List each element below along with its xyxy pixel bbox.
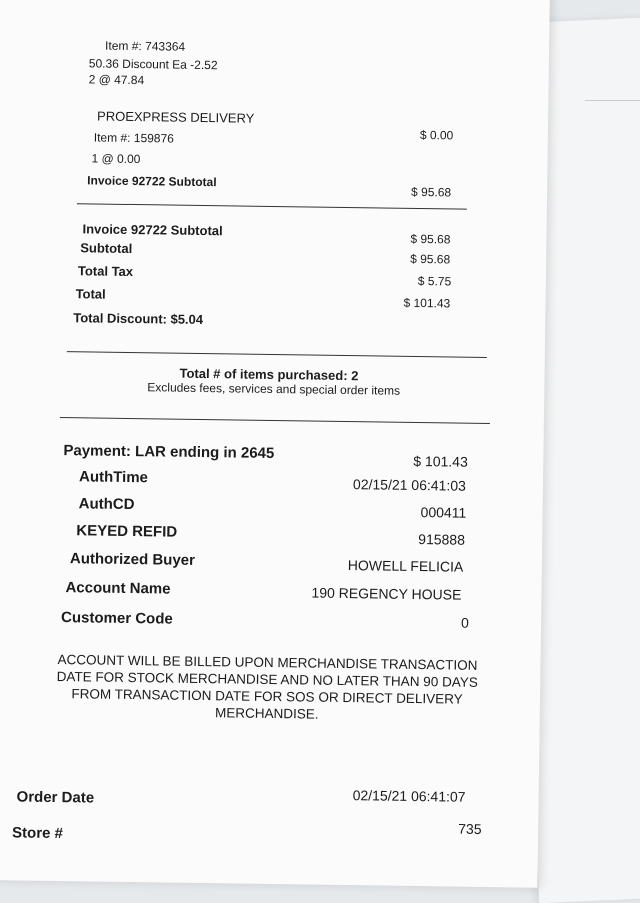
item1-discount: 50.36 Discount Ea -2.52 bbox=[88, 56, 218, 73]
customer-code-label: Customer Code bbox=[60, 609, 173, 628]
tax-label: Total Tax bbox=[77, 263, 134, 280]
invoice-subtotal-label-1: Invoice 92722 Subtotal bbox=[87, 173, 217, 190]
order-date-value: 02/15/21 06:41:07 bbox=[352, 787, 466, 805]
delivery-label: PROEXPRESS DELIVERY bbox=[97, 108, 255, 126]
divider bbox=[60, 417, 490, 424]
invoice-subtotal-label-2: Invoice 92722 Subtotal bbox=[82, 221, 223, 239]
item2-qty: 1 @ 0.00 bbox=[91, 151, 141, 167]
order-date-label: Order Date bbox=[16, 788, 95, 807]
item2-number: Item #: 159876 bbox=[93, 130, 174, 146]
authtime-label: AuthTime bbox=[78, 468, 149, 487]
background-page-line bbox=[585, 100, 640, 101]
items-excludes-note: Excludes fees, services and special order items bbox=[147, 380, 401, 398]
item1-qty: 2 @ 47.84 bbox=[88, 72, 145, 88]
account-name-label: Account Name bbox=[65, 579, 171, 598]
store-label: Store # bbox=[11, 824, 64, 843]
total-label: Total bbox=[75, 286, 106, 302]
customer-code-value: 0 bbox=[460, 614, 469, 631]
payment-label: Payment: LAR ending in 2645 bbox=[63, 442, 275, 463]
total-value: $ 101.43 bbox=[403, 295, 451, 311]
billing-notice: ACCOUNT WILL BE BILLED UPON MERCHANDISE TRANSACTION DATE FOR STOCK MERCHANDISE AND NO LATER THAN 90 DAYS FROM TRANSACTION DATE FOR SOS OR DIRECT DELIVERY MERCHANDISE. bbox=[56, 652, 478, 722]
tax-value: $ 5.75 bbox=[417, 274, 452, 289]
subtotal-label: Subtotal bbox=[80, 240, 133, 257]
authtime-value: 02/15/21 06:41:03 bbox=[352, 476, 466, 494]
keyed-refid-label: KEYED REFID bbox=[76, 522, 178, 541]
total-discount: Total Discount: $5.04 bbox=[73, 310, 204, 328]
payment-amount: $ 101.43 bbox=[413, 452, 468, 470]
invoice-subtotal-value-1: $ 95.68 bbox=[410, 184, 452, 200]
authorized-buyer-label: Authorized Buyer bbox=[69, 550, 196, 569]
authcd-value: 000411 bbox=[420, 504, 467, 521]
authcd-label: AuthCD bbox=[78, 495, 135, 514]
subtotal-value: $ 95.68 bbox=[410, 251, 451, 267]
keyed-refid-value: 915888 bbox=[418, 531, 466, 548]
items-count: Total # of items purchased: 2 bbox=[179, 365, 359, 384]
account-name-value: 190 REGENCY HOUSE bbox=[311, 584, 462, 603]
store-value: 735 bbox=[458, 820, 482, 837]
item1-number: Item #: 743364 bbox=[104, 38, 186, 54]
divider bbox=[67, 351, 487, 358]
delivery-amount: $ 0.00 bbox=[419, 128, 454, 143]
divider bbox=[77, 203, 467, 209]
authorized-buyer-value: HOWELL FELICIA bbox=[347, 557, 464, 575]
invoice-subtotal-value-2: $ 95.68 bbox=[410, 231, 451, 247]
